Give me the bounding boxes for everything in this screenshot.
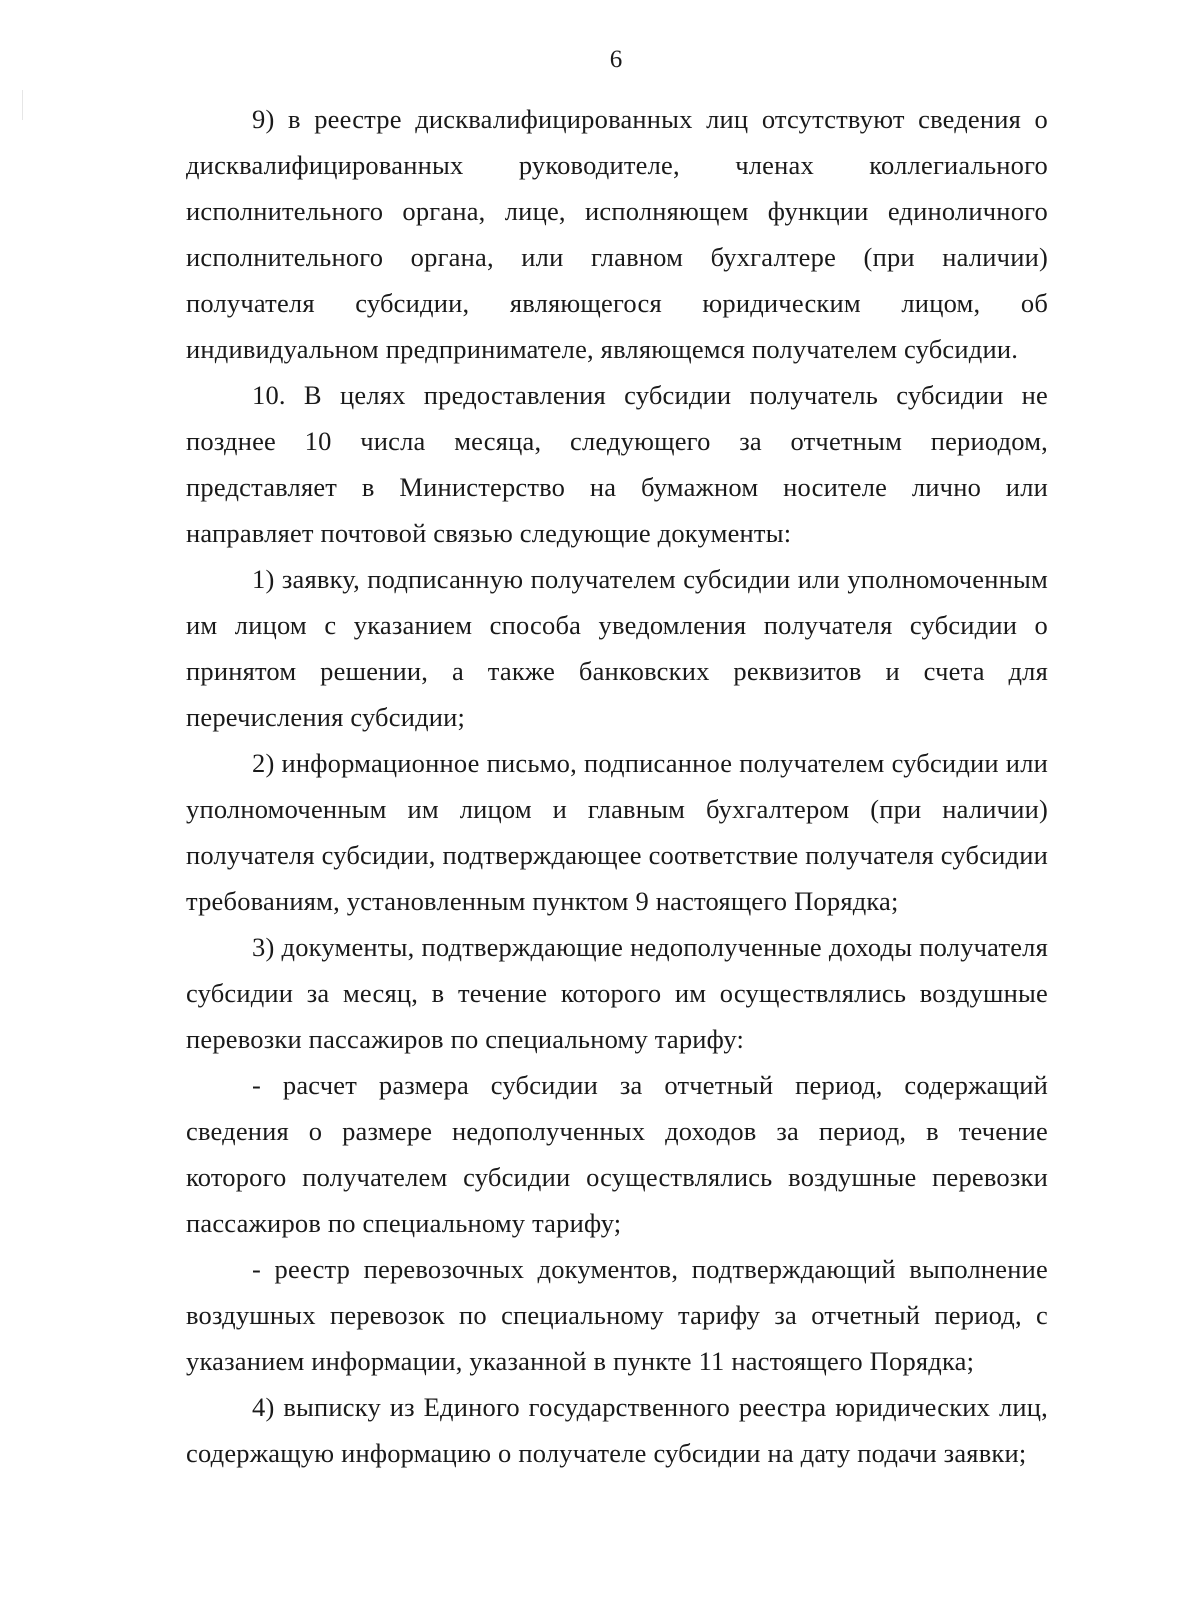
scan-margin-mark [22, 90, 23, 120]
paragraph-item-3: 3) документы, подтверждающие недополученные доходы получателя субсидии за месяц, в течение которого им осуществлялись воздушные перевозки пассажиров по специальному тарифу: [186, 932, 1048, 1054]
paragraph-dash-registry: - реестр перевозочных документов, подтверждающий выполнение воздушных перевозок по специальному тарифу за отчетный период, с указанием информации, указанной в пункте 11 настоящего Порядка; [186, 1254, 1048, 1376]
paragraph-dash-calculation: - расчет размера субсидии за отчетный период, содержащий сведения о размере недополученных доходов за период, в течение которого получателем субсидии осуществлялись воздушные перевозки пассажиров по специальному тарифу; [186, 1070, 1048, 1238]
page-number: 6 [609, 46, 623, 73]
paragraph-item-2: 2) информационное письмо, подписанное получателем субсидии или уполномоченным им лицом и главным бухгалтером (при наличии) получателя субсидии, подтверждающее соответствие получателя субсидии требованиям, установленным пунктом 9 настоящего Порядка; [186, 748, 1048, 916]
paragraph-item-4: 4) выписку из Единого государственного реестра юридических лиц, содержащую информацию о получателе субсидии на дату подачи заявки; [186, 1392, 1048, 1468]
document-body [186, 96, 1048, 1476]
paragraph-clause-10: 10. В целях предоставления субсидии получатель субсидии не позднее 10 числа месяца, следующего за отчетным периодом, представляет в Министерство на бумажном носителе лично или направляет почтовой связью следующие документы: [186, 380, 1048, 548]
paragraph-item-9: 9) в реестре дисквалифицированных лиц отсутствуют сведения о дисквалифицированных руководителе, членах коллегиального исполнительного органа, лице, исполняющем функции единоличного исполнительного органа, или главном бухгалтере (при наличии) получателя субсидии, являющегося юридическим лицом, об индивидуальном предпринимателе, являющемся получателем субсидии. [186, 104, 1048, 364]
paragraph-item-1: 1) заявку, подписанную получателем субсидии или уполномоченным им лицом с указанием способа уведомления получателя субсидии о принятом решении, а также банковских реквизитов и счета для перечисления субсидии; [186, 564, 1048, 732]
